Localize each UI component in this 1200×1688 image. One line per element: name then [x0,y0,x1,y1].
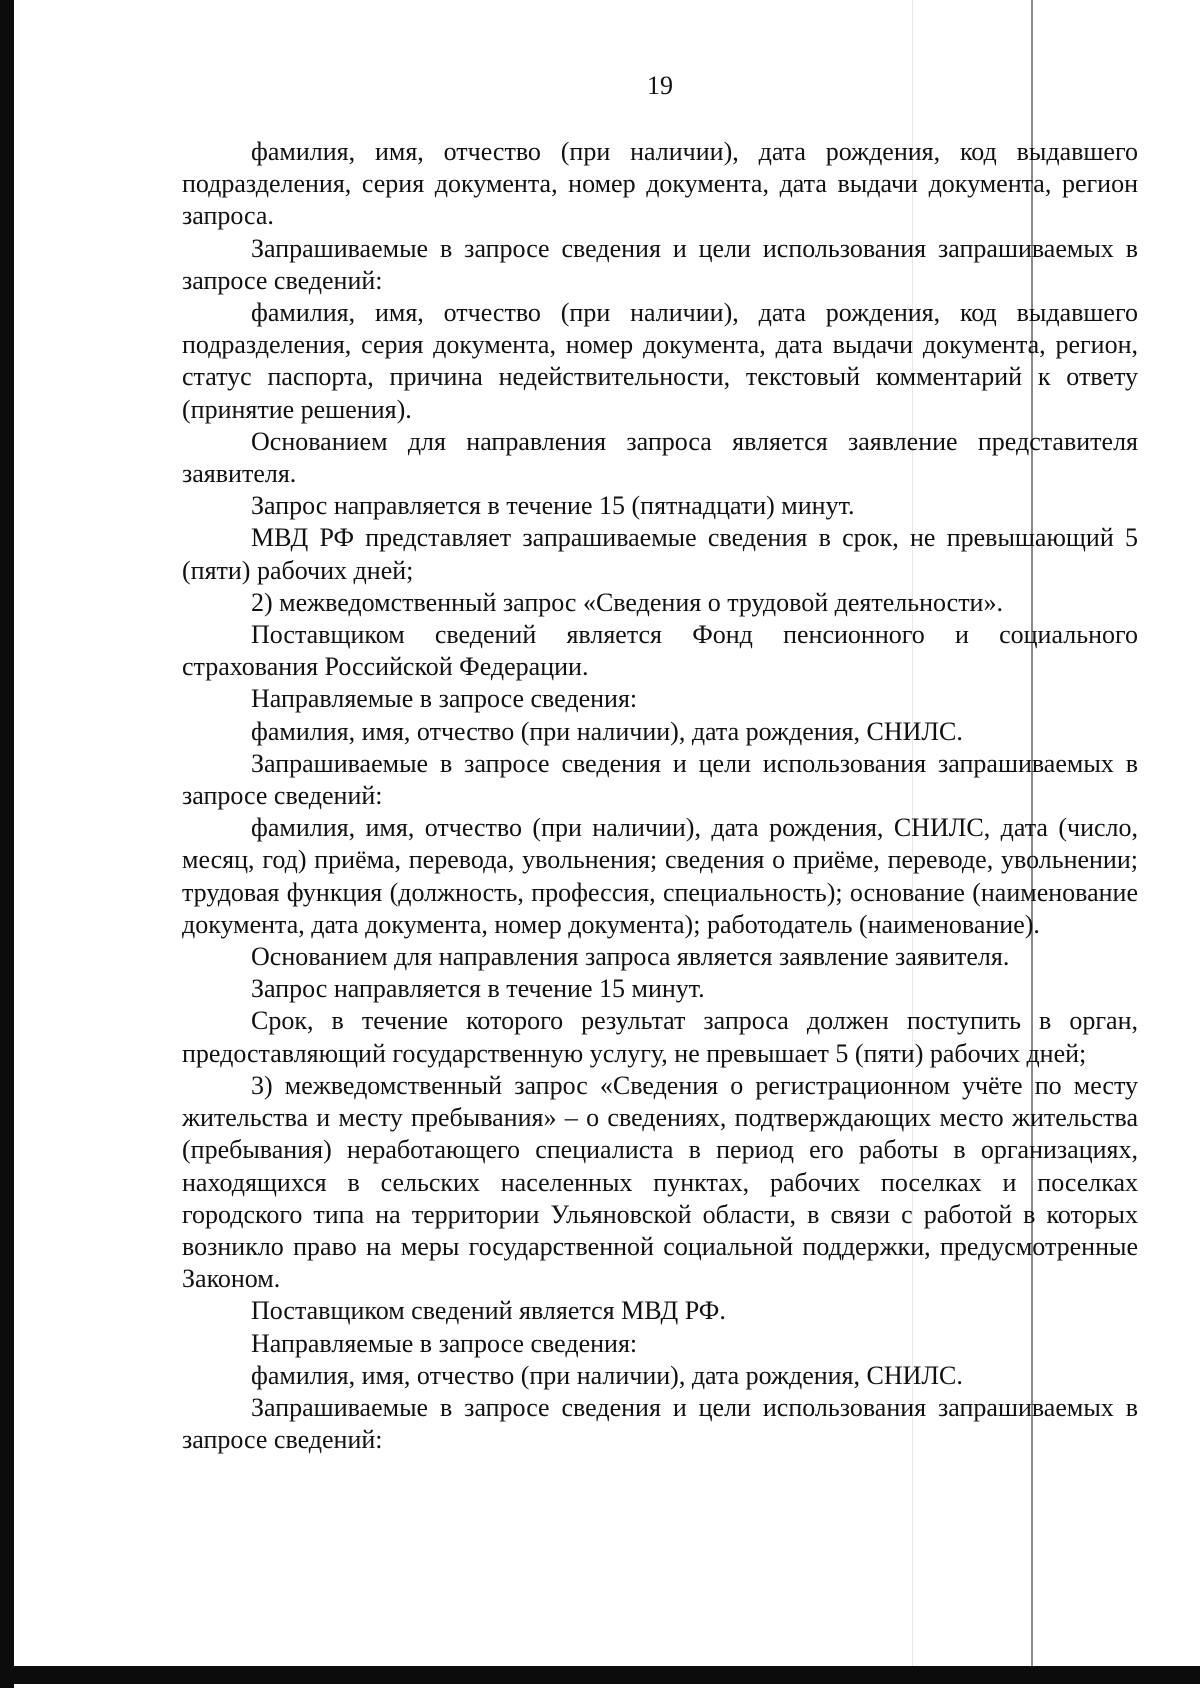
page-number: 19 [647,71,673,100]
paragraph-6: МВД РФ представляет запрашиваемые сведения в срок, не превышающий 5 (пяти) рабочих дней; [182,523,1138,585]
paragraph-12: фамилия, имя, отчество (при наличии), дата рождения, СНИЛС, дата (число, месяц, год) приёма, перевода, увольнения; сведения о приёме, переводе, увольнении; трудовая функция (должность, профессия, специальность); основание (наименование документа, дата документа, номер документа); работодатель (наименование). [182,813,1138,939]
paragraph-2: Запрашиваемые в запросе сведения и цели использования запрашиваемых в запросе сведений: [182,233,1138,295]
paragraph-5: Запрос направляется в течение 15 (пятнадцати) минут. [251,491,855,521]
paragraph-16: 3) межведомственный запрос «Сведения о регистрационном учёте по месту жительства и месту пребывания» – о сведениях, подтверждающих место жительства (пребывания) неработающего специалиста в период его работы в организациях, находящихся в сельских населенных пунктах, рабочих поселках и поселках городского типа на территории Ульяновской области, в связи с работой в которых возникло право на меры государственной социальной поддержки, предусмотренные Законом. [182,1070,1138,1294]
document-body [182,136,1138,1456]
paragraph-9: Направляемые в запросе сведения: [251,684,638,714]
paragraph-19: фамилия, имя, отчество (при наличии), дата рождения, СНИЛС. [251,1360,963,1390]
scan-edge-bottom [0,1666,1200,1684]
paragraph-17: Поставщиком сведений является МВД РФ. [251,1296,726,1326]
paragraph-18: Направляемые в запросе сведения: [251,1328,638,1358]
paragraph-4: Основанием для направления запроса является заявление представителя заявителя. [182,426,1138,489]
paragraph-7: 2) межведомственный запрос «Сведения о трудовой деятельности». [251,587,1003,617]
paragraph-14: Запрос направляется в течение 15 минут. [251,974,705,1004]
scan-edge-left [0,0,14,1688]
paragraph-10: фамилия, имя, отчество (при наличии), дата рождения, СНИЛС. [251,716,963,746]
paragraph-1: фамилия, имя, отчество (при наличии), дата рождения, код выдавшего подразделения, серия документа, номер документа, дата выдачи документа, регион запроса. [182,137,1138,231]
paragraph-8: Поставщиком сведений является Фонд пенсионного и социального страхования Российской Федерации. [182,620,1138,682]
paragraph-3: фамилия, имя, отчество (при наличии), дата рождения, код выдавшего подразделения, серия документа, номер документа, дата выдачи документа, регион, статус паспорта, причина недействительности, текстовый комментарий к ответу (принятие решения). [182,298,1138,424]
paragraph-13: Основанием для направления запроса является заявление заявителя. [251,942,1010,972]
paragraph-20: Запрашиваемые в запросе сведения и цели использования запрашиваемых в запросе сведений: [182,1392,1138,1455]
paragraph-11: Запрашиваемые в запросе сведения и цели использования запрашиваемых в запросе сведений: [182,748,1138,811]
paragraph-15: Срок, в течение которого результат запроса должен поступить в орган, предоставляющий государственную услугу, не превышает 5 (пяти) рабочих дней; [182,1006,1138,1068]
